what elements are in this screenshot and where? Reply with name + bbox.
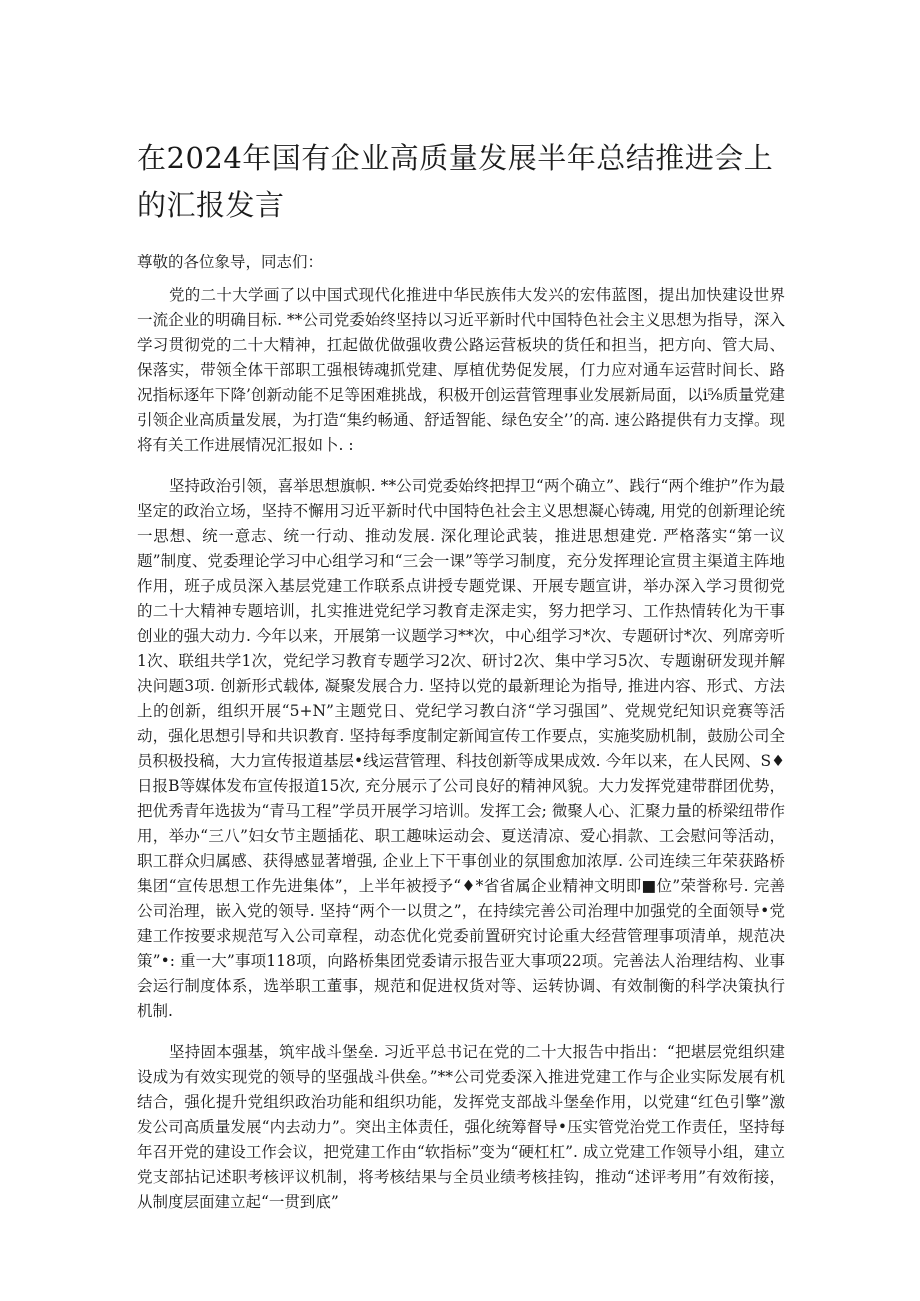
document-title: 在2024年国有企业高质量发展半年总结推进会上的汇报发言 [137, 141, 774, 222]
body-paragraph-1: 党的二十大学画了以中国式现代化推进中华民族伟大发兴的宏伟蓝图，提出加快建设世界一流企业的明确目标. **公司党委始终坚持以习近平新时代中国特色社会主义思想为指导，深入学习贯彻党的二十大精神，扛起做优做强收费公路运营板块的货任和担当，把方向、管大局、保落实，带领全体干部职工强根铸魂抓党建、厚植优势促发展，仃力应对通车运营时间长、路况指标逐年下降’创新动能不足等困难挑战，积极开创运营管理事业发展新局面，以i⅝质量党建引领企业高质量发展，为打造“集约畅通、舒适智能、绿色安全’’的高. 速公路提供有力支撑。现将有关工作进展情况汇报如卜. : [137, 286, 785, 454]
document-page [137, 135, 785, 1231]
body-paragraph-3: 坚持固本强基，筑牢战斗堡垒. 习近平总书记在党的二十大报告中指出：“把堪层党组织建设成为有效实现党的领导的坚强战斗供垒。”**公司党委深入推进党建工作与企业实际发展有机结合，强化提升党组织政治功能和组织功能，发挥党支部战斗堡垒作用，以党建“红色引擎”激发公司高质量发展“内去动力”。突出主体责任，强化统筹督导•压实管党治党工作责任，坚持每年召开党的建设工作会议，把党建工作由“软指标”变为“硬杠杠”. 成立党建工作领导小组，建立党支部拈记述职考核评议机制，将考核结果与全员业绩考核挂钩，推动“述评考用”有效衔接，从制度层面建立起“一贯到底” [137, 1043, 785, 1211]
salutation: 尊敬的各位象导，同志们： [137, 253, 324, 271]
body-paragraph-2: 坚持政治引领，喜举思想旗帜. **公司党委始终把捍卫“两个确立”、践行“两个维护”作为最坚定的政治立场，坚持不懈用习近平新时代中国特色社会主义思想凝心铸魂, 用党的创新理论统一思想、统一意志、统一行动、推动发展. 深化理论武装，推进思想建党. 严格落实“第一议题”制度、党委理论学习中心组学习和“三会一课”等学习制度，充分发挥理论宣贯主渠道主阵地作用，班子成员深入基层党建工作联系点讲授专题党课、开展专题宣讲，举办深入学习贯彻党的二十大精神专题培训，扎实推进党纪学习教育走深走实，努力把学习、工作热情转化为干事创业的强大动力. 今年以来，开展第一议题学习**次，中心组学习*次、专题研讨*次、列席旁听1次、联组共学1次，党纪学习教育专题学习2次、研讨2次、集中学习5次、专题谢研发现并解决问题3项. 创新形式载体, 凝聚发展合力. 坚持以党的最新理论为指导, 推进内容、形式、方法上的创新，组织开展“5+N”主题党日、党纪学习教白济“学习强国”、党规党纪知识竞赛等活动，强化思想引导和共识教育. 坚持每季度制定新闻宣传工作要点，实施奖励机制，鼓励公司全员积极投稿，大力宣传报道基层•线运营管理、科技创新等成果成效. 今年以来，在人民网、S♦日报B等媒体发布宣传报道15次, 充分展示了公司良好的精神风貌。大力发挥党建带群团优势，把优秀青年选拔为“青马工程”学员开展学习培训。发挥工会; 微聚人心、汇聚力量的桥梁纽带作用，举办“三八”妇女节主题插花、职工趣味运动会、夏送清凉、爱心捐款、工会慰问等活动，职工群众归属感、获得感显著增强, 企业上下干事创业的氛围愈加浓厚. 公司连续三年荣获路桥集团“宣传思想工作先进集体”，上半年被授予“♦*省省属企业精神文明即■位”荣誉称号. 完善公司治理，嵌入党的领导. 坚持“两个一以贯之”，在持续完善公司治理中加强党的全面领导•党建工作按要求规范写入公司章程，动态优化党委前置研究讨论重大经营管理事项清单，规范决策”•: 重一大”事项118项，向路桥集团党委请示报告亚大事项22项。完善法人治理结构、业事会运行制度体系，选举职工董事，规范和促进权货对等、运转协调、有效制衡的科学决策执行机制. [137, 477, 786, 1020]
